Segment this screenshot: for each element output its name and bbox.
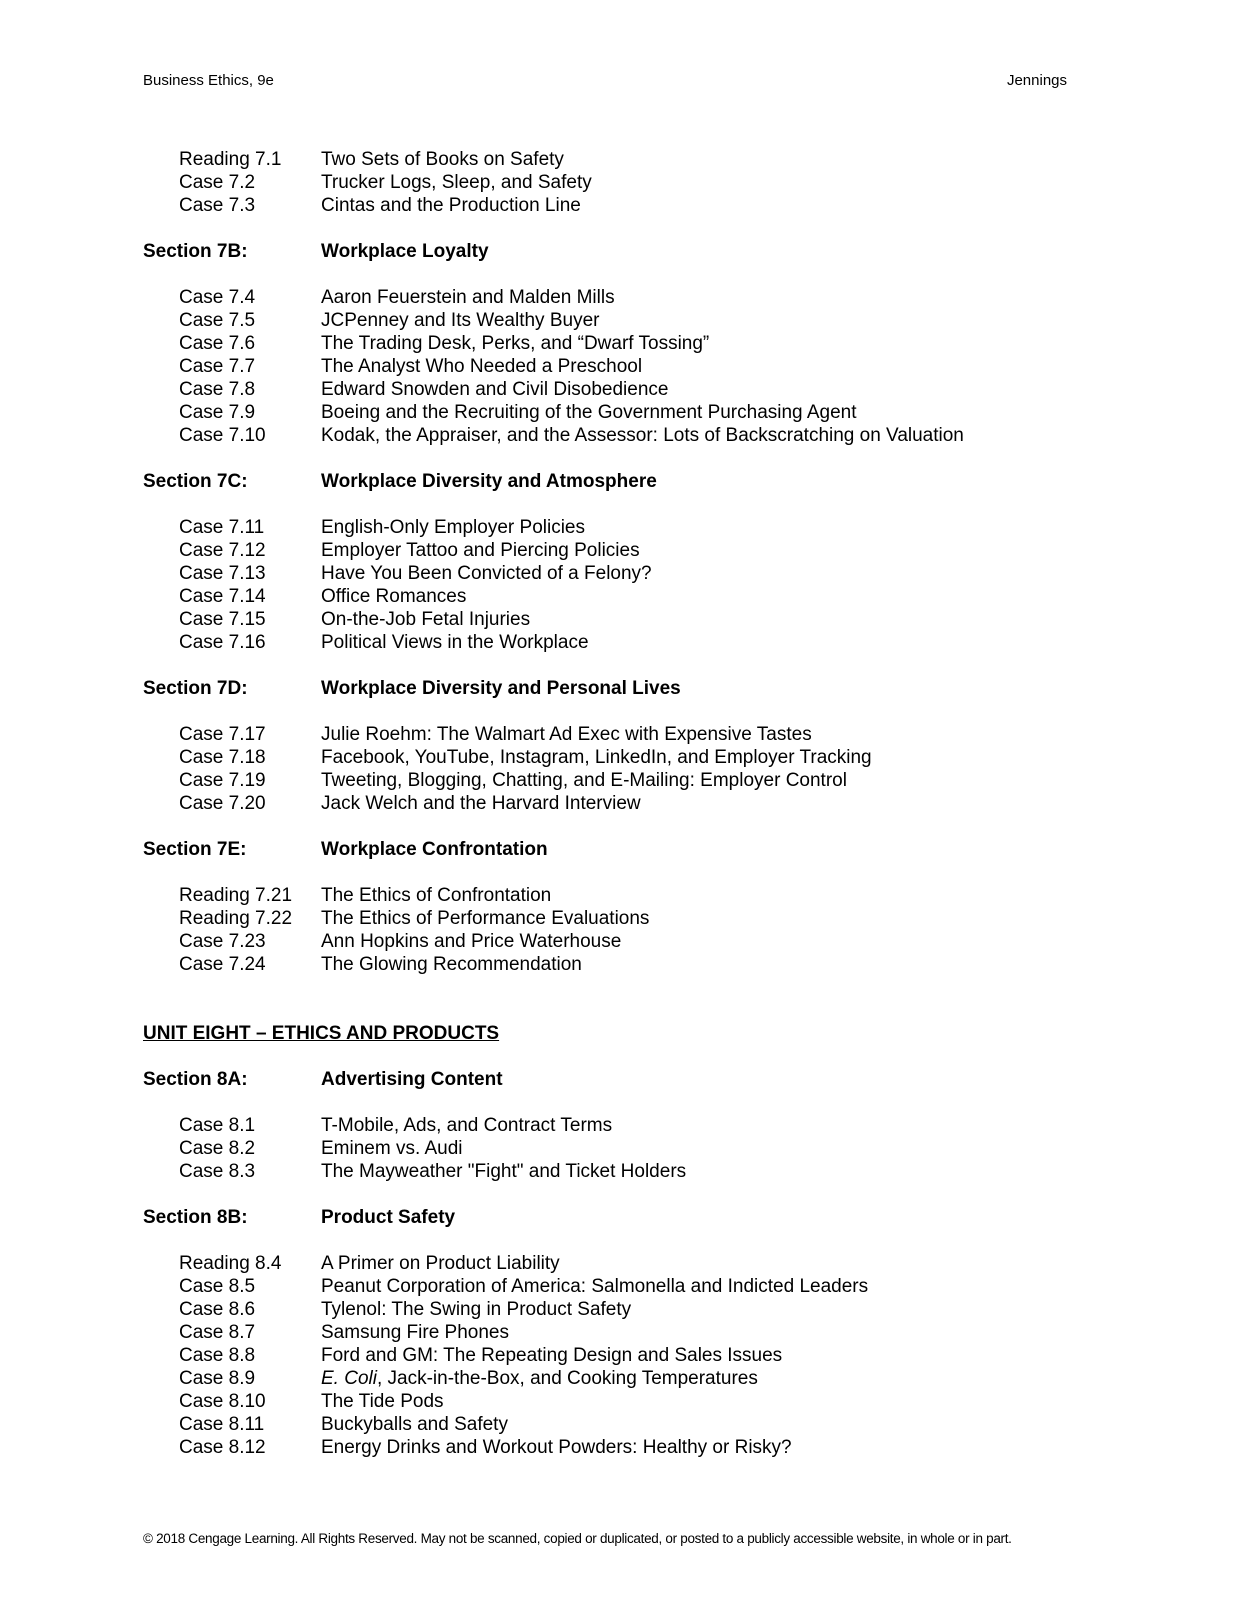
entry-title-italic: E. Coli — [321, 1368, 377, 1389]
entry-label: Case 7.17 — [179, 724, 266, 745]
section-heading — [143, 1068, 1093, 1091]
entry-label: Case 7.24 — [179, 954, 266, 975]
entry-label: Case 8.11 — [179, 1414, 265, 1435]
entry-label: Case 8.8 — [179, 1345, 256, 1366]
section-label: Section 7D: — [143, 678, 248, 699]
toc-entry — [143, 1344, 1093, 1367]
section-label: Section 7B: — [143, 241, 248, 262]
toc-entry — [143, 194, 1093, 217]
toc-entry — [143, 562, 1093, 585]
entry-label: Case 8.2 — [179, 1138, 256, 1159]
entry-label: Case 8.1 — [179, 1115, 256, 1136]
toc-entry — [143, 309, 1093, 332]
section-title: Workplace Diversity and Atmosphere — [321, 471, 657, 492]
entry-label: Case 7.3 — [179, 195, 256, 216]
entry-label: Case 7.5 — [179, 310, 256, 331]
entry-title: Tweeting, Blogging, Chatting, and E-Mailing: Employer Control — [321, 770, 847, 791]
entry-title: Jack Welch and the Harvard Interview — [321, 793, 641, 814]
toc-entry — [143, 884, 1093, 907]
toc-entry — [143, 930, 1093, 953]
toc-entry — [143, 332, 1093, 355]
toc-entry — [143, 1413, 1093, 1436]
toc-entry — [143, 401, 1093, 424]
entry-label: Case 8.7 — [179, 1322, 256, 1343]
entry-label: Case 7.15 — [179, 609, 266, 630]
entry-title: The Ethics of Performance Evaluations — [321, 908, 650, 929]
toc-entry — [143, 1137, 1093, 1160]
toc-entry — [143, 1252, 1093, 1275]
toc-entry — [143, 516, 1093, 539]
entry-title: A Primer on Product Liability — [321, 1253, 560, 1274]
toc-entry — [143, 769, 1093, 792]
entry-label: Case 7.19 — [179, 770, 266, 791]
section-label: Section 7E: — [143, 839, 247, 860]
section-heading — [143, 240, 1093, 263]
entry-label: Case 7.16 — [179, 632, 266, 653]
toc-entry — [143, 1160, 1093, 1183]
entry-title: English-Only Employer Policies — [321, 517, 585, 538]
entry-title: T-Mobile, Ads, and Contract Terms — [321, 1115, 613, 1136]
entry-label: Case 7.2 — [179, 172, 256, 193]
entry-title: Political Views in the Workplace — [321, 632, 589, 653]
entry-label: Case 8.3 — [179, 1161, 256, 1182]
entry-title: Samsung Fire Phones — [321, 1322, 509, 1343]
entry-label: Case 8.10 — [179, 1391, 266, 1412]
entry-label: Case 7.6 — [179, 333, 256, 354]
entry-title: Cintas and the Production Line — [321, 195, 581, 216]
entry-title: Ann Hopkins and Price Waterhouse — [321, 931, 622, 952]
entry-title: The Ethics of Confrontation — [321, 885, 552, 906]
entry-label: Case 7.9 — [179, 402, 256, 423]
section-heading — [143, 470, 1093, 493]
entry-title: Office Romances — [321, 586, 467, 607]
entry-label: Case 7.10 — [179, 425, 266, 446]
entry-title: Ford and GM: The Repeating Design and Sales Issues — [321, 1345, 783, 1366]
entry-title: Boeing and the Recruiting of the Government Purchasing Agent — [321, 402, 857, 423]
entry-title: On-the-Job Fetal Injuries — [321, 609, 531, 630]
toc-entry — [143, 953, 1093, 976]
entry-title: The Mayweather "Fight" and Ticket Holders — [321, 1161, 687, 1182]
copyright-footer: © 2018 Cengage Learning. All Rights Reserved. May not be scanned, copied or duplicated, or posted to a publicly accessible website, in whole or in part. — [143, 1531, 1012, 1546]
section-heading — [143, 677, 1093, 700]
running-header-author: Jennings — [1006, 72, 1067, 89]
entry-label: Case 7.11 — [179, 517, 265, 538]
entry-label: Case 7.14 — [179, 586, 266, 607]
toc-entry — [143, 1321, 1093, 1344]
toc-entry — [143, 378, 1093, 401]
toc-entry — [143, 608, 1093, 631]
entry-label: Reading 7.1 — [179, 149, 282, 170]
toc-entry — [143, 1114, 1093, 1137]
toc-entry — [143, 424, 1093, 447]
toc-entry — [143, 1275, 1093, 1298]
entry-label: Reading 7.21 — [179, 885, 293, 906]
entry-label: Case 7.7 — [179, 356, 256, 377]
entry-label: Case 8.6 — [179, 1299, 256, 1320]
toc-entry — [143, 585, 1093, 608]
entry-title: Employer Tattoo and Piercing Policies — [321, 540, 640, 561]
section-label: Section 8A: — [143, 1069, 248, 1090]
toc-entry — [143, 907, 1093, 930]
section-heading — [143, 1206, 1093, 1229]
entry-title: The Tide Pods — [321, 1391, 444, 1412]
entry-title: The Analyst Who Needed a Preschool — [321, 356, 643, 377]
toc-entry — [143, 171, 1093, 194]
entry-title: Energy Drinks and Workout Powders: Healthy or Risky? — [321, 1437, 792, 1458]
entry-label: Case 8.5 — [179, 1276, 256, 1297]
entry-title — [321, 1367, 758, 1390]
entry-title: Kodak, the Appraiser, and the Assessor: Lots of Backscratching on Valuation — [321, 425, 964, 446]
entry-title: Peanut Corporation of America: Salmonella and Indicted Leaders — [321, 1276, 869, 1297]
section-label: Section 8B: — [143, 1207, 248, 1228]
entry-title: Two Sets of Books on Safety — [321, 149, 564, 170]
running-header-title: Business Ethics, 9e — [143, 72, 274, 89]
entry-title: The Glowing Recommendation — [321, 954, 582, 975]
section-heading — [143, 838, 1093, 861]
table-of-contents — [143, 148, 1093, 1459]
section-title: Workplace Loyalty — [321, 241, 489, 262]
entry-title: Have You Been Convicted of a Felony? — [321, 563, 652, 584]
toc-entry — [143, 792, 1093, 815]
toc-entry — [143, 723, 1093, 746]
toc-entry — [143, 1298, 1093, 1321]
toc-entry — [143, 355, 1093, 378]
toc-entry — [143, 286, 1093, 309]
entry-title: Buckyballs and Safety — [321, 1414, 508, 1435]
entry-title: JCPenney and Its Wealthy Buyer — [321, 310, 600, 331]
toc-entry — [143, 746, 1093, 769]
entry-title: Eminem vs. Audi — [321, 1138, 463, 1159]
entry-label: Case 7.4 — [179, 287, 256, 308]
entry-label: Case 7.23 — [179, 931, 266, 952]
entry-label: Case 7.13 — [179, 563, 266, 584]
section-label: Section 7C: — [143, 471, 248, 492]
entry-label: Case 8.12 — [179, 1437, 266, 1458]
entry-label: Case 7.8 — [179, 379, 256, 400]
section-title: Advertising Content — [321, 1069, 503, 1090]
toc-entry — [143, 631, 1093, 654]
toc-entry — [143, 1390, 1093, 1413]
entry-title-rest: , Jack-in-the-Box, and Cooking Temperatures — [376, 1368, 758, 1389]
section-title: Product Safety — [321, 1207, 456, 1228]
toc-entry — [143, 148, 1093, 171]
unit-heading: UNIT EIGHT – ETHICS AND PRODUCTS — [143, 1023, 500, 1044]
entry-label: Case 8.9 — [179, 1368, 256, 1389]
section-title: Workplace Confrontation — [321, 839, 548, 860]
section-title: Workplace Diversity and Personal Lives — [321, 678, 681, 699]
entry-label: Reading 7.22 — [179, 908, 293, 929]
entry-label: Case 7.18 — [179, 747, 266, 768]
entry-title: The Trading Desk, Perks, and “Dwarf Tossing” — [321, 333, 710, 354]
toc-entry — [143, 1436, 1093, 1459]
toc-entry — [143, 539, 1093, 562]
entry-title: Julie Roehm: The Walmart Ad Exec with Expensive Tastes — [321, 724, 812, 745]
entry-title: Trucker Logs, Sleep, and Safety — [321, 172, 592, 193]
entry-label: Case 7.20 — [179, 793, 266, 814]
entry-label: Reading 8.4 — [179, 1253, 282, 1274]
entry-title: Aaron Feuerstein and Malden Mills — [321, 287, 615, 308]
entry-title: Tylenol: The Swing in Product Safety — [321, 1299, 632, 1320]
entry-label: Case 7.12 — [179, 540, 266, 561]
toc-entry — [143, 1367, 1093, 1390]
entry-title: Edward Snowden and Civil Disobedience — [321, 379, 669, 400]
entry-title: Facebook, YouTube, Instagram, LinkedIn, and Employer Tracking — [321, 747, 872, 768]
